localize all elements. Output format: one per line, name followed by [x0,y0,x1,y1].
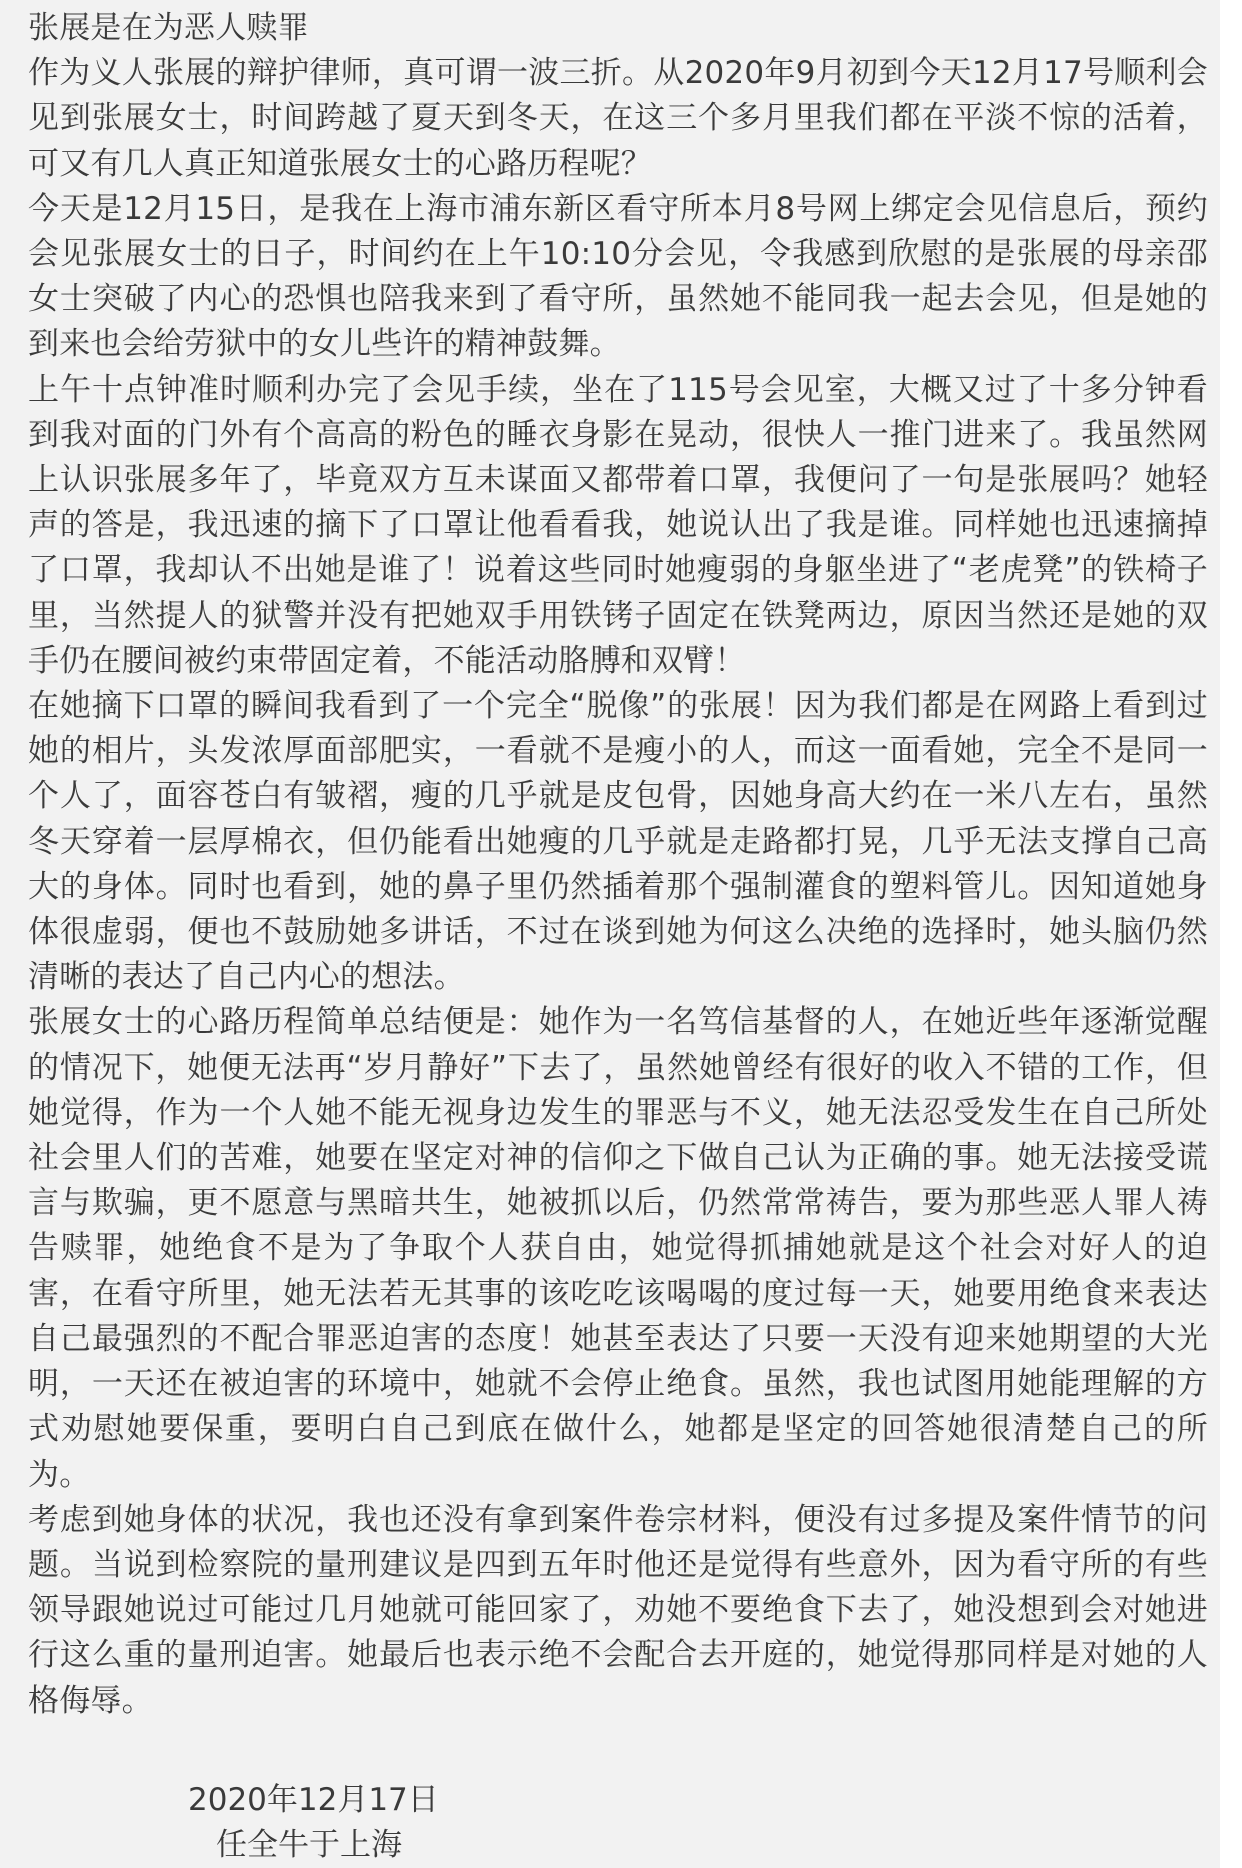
paragraph-visit-date: 今天是12月15日，是我在上海市浦东新区看守所本月8号网上绑定会见信息后，预约会见张展女士的日子，时间约在上午10:10分会见，令我感到欣慰的是张展的母亲邵女士突破了内心的恐惧也陪我来到了看守所，虽然她不能同我一起去会见，但是她的到来也会给劳狱中的女儿些许的精神鼓舞。 [28,190,1208,363]
paragraph-intro: 作为义人张展的辩护律师，真可谓一波三折。从2020年9月初到今天12月17号顺利会见到张展女士，时间跨越了夏天到冬天，在这三个多月里我们都在平淡不惊的活着，可又有几人真正知道张展女士的心路历程呢？ [28,55,1208,182]
right-margin [1220,0,1242,1868]
article-title: 张展是在为恶人赎罪 [28,10,309,46]
paragraph-meeting: 上午十点钟准时顺利办完了会见手续，坐在了115号会见室，大概又过了十多分钟看到我对面的门外有个高高的粉色的睡衣身影在晃动，很快人一推门进来了。我虽然网上认识张展多年了，毕竟双方互未谋面又都带着口罩，我便问了一句是张展吗？她轻声的答是，我迅速的摘下了口罩让他看看我，她说认出了我是谁。同样她也迅速摘掉了口罩，我却认不出她是谁了！说着这些同时她瘦弱的身躯坐进了“老虎凳”的铁椅子里，当然提人的狱警并没有把她双手用铁铐子固定在铁凳两边，原因当然还是她的双手仍在腰间被约束带固定着，不能活动胳膊和双臂！ [28,371,1208,679]
article-body [28,6,1208,1724]
signature-block [188,1778,439,1868]
signature-author: 任全牛于上海 [216,1827,402,1863]
signature-date: 2020年12月17日 [188,1782,439,1818]
paragraph-summary: 张展女士的心路历程简单总结便是：她作为一名笃信基督的人，在她近些年逐渐觉醒的情况下，她便无法再“岁月静好”下去了，虽然她曾经有很好的收入不错的工作，但她觉得，作为一个人她不能无视身边发生的罪恶与不义，她无法忍受发生在自己所处社会里人们的苦难，她要在坚定对神的信仰之下做自己认为正确的事。她无法接受谎言与欺骗，更不愿意与黑暗共生，她被抓以后，仍然常常祷告，要为那些恶人罪人祷告赎罪，她绝食不是为了争取个人获自由，她觉得抓捕她就是这个社会对好人的迫害，在看守所里，她无法若无其事的该吃吃该喝喝的度过每一天，她要用绝食来表达自己最强烈的不配合罪恶迫害的态度！她甚至表达了只要一天没有迎来她期望的大光明，一天还在被迫害的环境中，她就不会停止绝食。虽然，我也试图用她能理解的方式劝慰她要保重，要明白自己到底在做什么，她都是坚定的回答她很清楚自己的所为。 [28,1004,1208,1493]
paragraph-sentencing: 考虑到她身体的状况，我也还没有拿到案件卷宗材料，便没有过多提及案件情节的问题。当说到检察院的量刑建议是四到五年时他还是觉得有些意外，因为看守所的有些领导跟她说过可能过几月她就可能回家了，劝她不要绝食下去了，她没想到会对她进行这么重的量刑迫害。她最后也表示绝不会配合去开庭的，她觉得那同样是对她的人格侮辱。 [28,1501,1208,1719]
paragraph-appearance: 在她摘下口罩的瞬间我看到了一个完全“脱像”的张展！因为我们都是在网路上看到过她的相片，头发浓厚面部肥实，一看就不是瘦小的人，而这一面看她，完全不是同一个人了，面容苍白有皱褶，瘦的几乎就是皮包骨，因她身高大约在一米八左右，虽然冬天穿着一层厚棉衣，但仍能看出她瘦的几乎就是走路都打晃，几乎无法支撑自己高大的身体。同时也看到，她的鼻子里仍然插着那个强制灌食的塑料管儿。因知道她身体很虚弱，便也不鼓励她多讲话，不过在谈到她为何这么决绝的选择时，她头脑仍然清晰的表达了自己内心的想法。 [28,688,1208,996]
